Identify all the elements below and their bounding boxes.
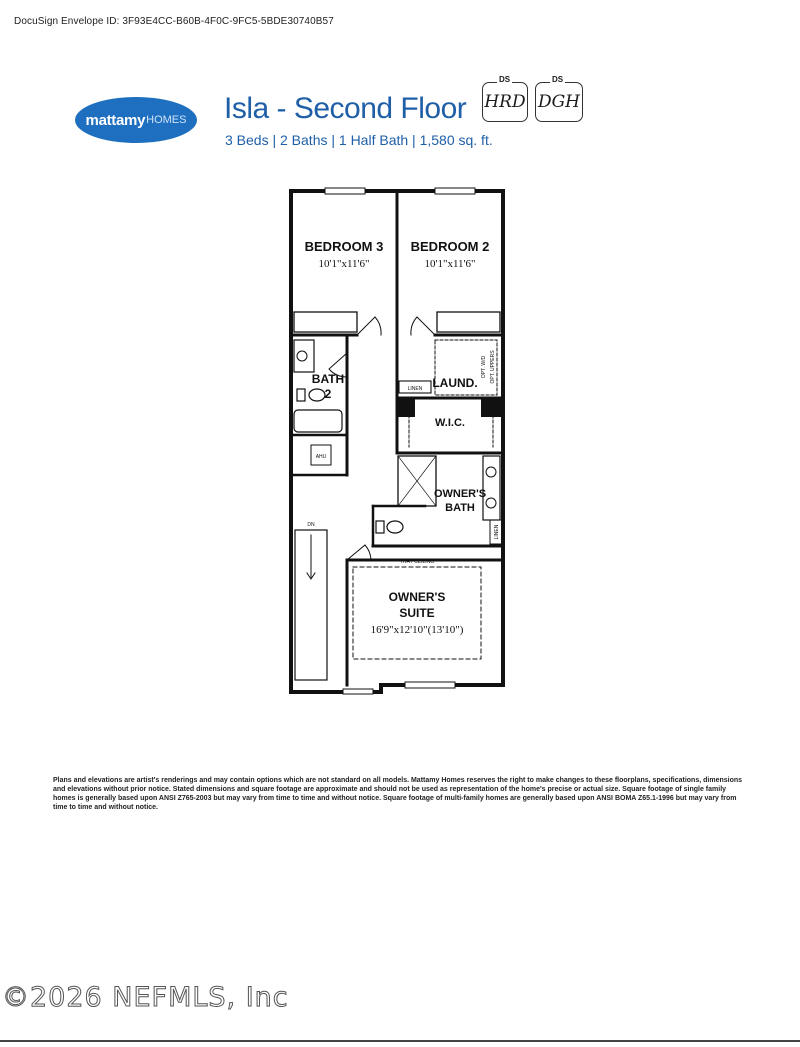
dims-owners-suite: 16'9"x12'10"(13'10")	[370, 624, 464, 636]
ds-tag-2: DS	[552, 75, 564, 84]
bath2-toilet-tank	[297, 389, 305, 401]
wall-block-left	[397, 397, 415, 417]
window-stairs	[343, 689, 373, 694]
door-swing-bedroom2	[411, 317, 435, 335]
ds-tag-1: DS	[499, 75, 511, 84]
label-linen-2: LINEN	[494, 524, 500, 540]
bath2-tub	[294, 410, 342, 432]
label-bedroom3: BEDROOM 3	[304, 239, 384, 254]
label-bath2-line1: BATH	[311, 372, 345, 386]
dims-bedroom2: 10'1"x11'6"	[424, 258, 476, 270]
initials-text-2: DGH	[537, 92, 581, 112]
owners-sink-1	[486, 467, 496, 477]
nefmls-watermark: ©2026 NEFMLS, Inc	[2, 982, 289, 1013]
label-owners-suite-line2: SUITE	[399, 606, 435, 620]
bath2-sink	[297, 351, 307, 361]
initials-text-1: HRD	[484, 92, 526, 112]
docusign-envelope-id: DocuSign Envelope ID: 3F93E4CC-B60B-4F0C-9FC5-5BDE30740B57	[14, 16, 334, 27]
mattamy-homes-logo	[75, 97, 197, 143]
label-bedroom2: BEDROOM 2	[410, 239, 490, 254]
window-bedroom3	[325, 188, 365, 194]
window-suite	[405, 682, 455, 688]
legal-disclaimer: Plans and elevations are artist's renderings and may contain options which are not standard on all models. Mattamy Homes reserves the right to make changes to these floorplans, specifications, dimensions and elevations without prior notice. Stated dimensions and square footage are approximate and should not be used as representation of the home's precise or actual size. Square footage of single family homes is generally based upon ANSI Z765-2003 but may vary from time to time and without notice. Square footage of multi-family homes are generally based upon ANSI BOMA Z65.1-1996 but may vary from time to time and without notice.	[53, 777, 743, 811]
window-bedroom2	[435, 188, 475, 194]
plan-title: Isla - Second Floor	[224, 92, 467, 125]
label-stair-dn: DN	[307, 522, 315, 528]
door-swing-suite	[347, 545, 371, 560]
label-ahu: AHU	[315, 454, 327, 460]
label-owners-bath-line1: OWNER'S	[433, 488, 487, 500]
label-laundry: LAUND.	[432, 376, 478, 390]
initials-box-2	[535, 75, 583, 122]
owners-sink-2	[486, 498, 496, 508]
label-linen-1: LINEN	[407, 386, 423, 392]
label-opt-wd: OPT. W/D	[481, 355, 487, 379]
page-bottom-rule	[0, 1040, 800, 1042]
bedroom3-closet	[294, 312, 357, 332]
label-owners-bath-line2: BATH	[445, 502, 475, 514]
label-owners-suite-line1: OWNER'S	[388, 590, 446, 604]
bedroom2-closet	[437, 312, 500, 332]
owners-toilet-tank	[376, 521, 384, 533]
logo-word-homes: HOMES	[146, 114, 187, 126]
floor-plan	[285, 185, 510, 695]
dims-bedroom3: 10'1"x11'6"	[318, 258, 370, 270]
label-wic: W.I.C.	[435, 417, 465, 429]
logo-word-mattamy: mattamy	[85, 111, 146, 129]
plan-subtitle: 3 Beds | 2 Baths | 1 Half Bath | 1,580 sq. ft.	[225, 132, 493, 148]
owners-toilet	[387, 521, 403, 533]
label-bath2-line2: 2	[324, 387, 332, 401]
label-tray-ceiling: TRAY CEILING	[399, 559, 435, 565]
door-swing-bedroom3	[357, 317, 381, 335]
bath2-toilet	[309, 389, 325, 401]
initials-box-1	[482, 75, 528, 122]
label-opt-uppers: OPT. UPPERS	[490, 350, 496, 384]
wall-block-right	[481, 397, 503, 417]
